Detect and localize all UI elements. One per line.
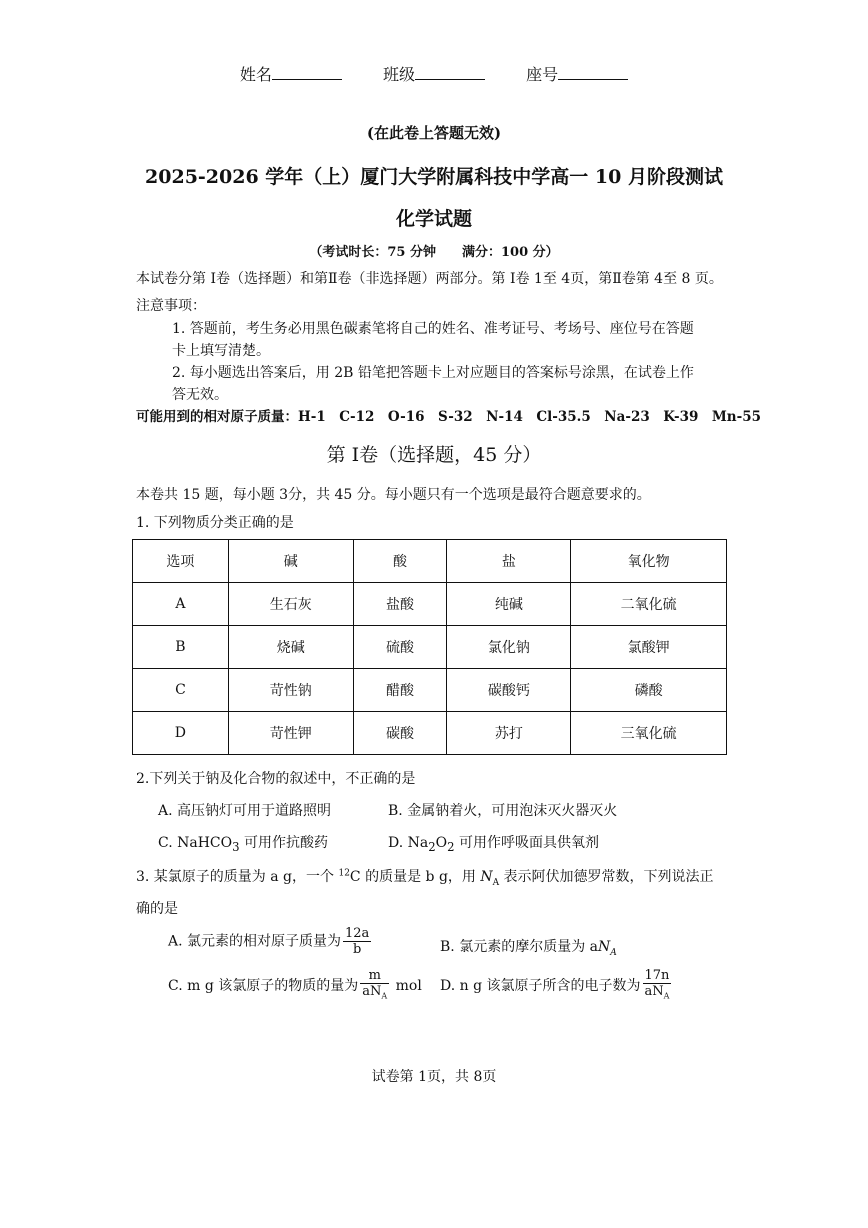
table-header: 酸 — [353, 540, 447, 583]
note-2-line-2: 答无效。 — [172, 387, 228, 403]
table-cell: 碳酸 — [353, 712, 447, 755]
q3-option-c: C. m g 该氯原子的物质的量为 $\frac{m}{aN_A}$ mol — [168, 968, 422, 1004]
table-header: 盐 — [447, 540, 571, 583]
table-cell: 苛性钠 — [228, 669, 353, 712]
table-cell: 碳酸钙 — [447, 669, 571, 712]
notes-heading: 注意事项： — [136, 298, 206, 314]
table-cell: 磷酸 — [571, 669, 727, 712]
table-cell: 氯化钠 — [447, 626, 571, 669]
class-field[interactable]: 班级 — [383, 62, 485, 85]
table-cell: 烧碱 — [228, 626, 353, 669]
table-row — [133, 626, 727, 669]
fraction: $\frac{12a}{b}$ — [345, 926, 370, 957]
exam-info: （考试时长：75 分钟 满分：100 分） — [309, 245, 559, 260]
fraction: $\frac{m}{aN_A}$ — [362, 968, 388, 1001]
subject-title: 化学试题 — [395, 208, 472, 230]
table-header: 选项 — [133, 540, 229, 583]
table-header: 氧化物 — [571, 540, 727, 583]
table-cell: 硫酸 — [353, 626, 447, 669]
q2-option-b: B. 金属钠着火，可用泡沫灭火器灭火 — [388, 803, 618, 819]
table-cell: 苛性钾 — [228, 712, 353, 755]
table-cell: 纯碱 — [447, 583, 571, 626]
q1-table — [132, 539, 727, 755]
table-cell: 二氧化硫 — [571, 583, 727, 626]
q3-stem-line-2: 确的是 — [136, 901, 178, 917]
section-1-title: 第 Ⅰ卷（选择题，45 分） — [326, 444, 542, 466]
table-cell: 生石灰 — [228, 583, 353, 626]
exam-title: 2025-2026 学年（上）厦门大学附属科技中学高一 10 月阶段测试 — [145, 166, 723, 188]
q3-stem: 3. 某氯原子的质量为 a g，一个 $^{12}$C 的质量是 b g，用 $N_A$ 表示阿伏加德罗常数，下列说法正 — [136, 868, 714, 888]
q2-option-c: C. NaHCO$_3$ 可用作抗酸药 — [158, 835, 328, 854]
seat-field[interactable]: 座号 — [526, 62, 628, 85]
intro-text: 本试卷分第 Ⅰ卷（选择题）和第Ⅱ卷（非选择题）两部分。第 Ⅰ卷 1至 4页，第Ⅱ卷第 4至 8 页。 — [136, 271, 723, 287]
table-row — [133, 669, 727, 712]
page-footer: 试卷第 1页，共 8页 — [371, 1069, 497, 1085]
table-cell: 醋酸 — [353, 669, 447, 712]
atomic-mass: 可能用到的相对原子质量：H-1 C-12 O-16 S-32 N-14 Cl-35.5 Na-23 K-39 Mn-55 — [136, 409, 762, 425]
table-cell: 氯酸钾 — [571, 626, 727, 669]
table-row — [133, 583, 727, 626]
table-header-row — [133, 540, 727, 583]
student-info-row — [0, 62, 868, 85]
table-cell: A — [133, 583, 229, 626]
fraction: $\frac{17n}{aN_A}$ — [644, 968, 670, 1001]
q1-stem: 1. 下列物质分类正确的是 — [136, 515, 294, 531]
q2-option-a: A. 高压钠灯可用于道路照明 — [158, 803, 332, 819]
table-cell: 盐酸 — [353, 583, 447, 626]
q2-stem: 2.下列关于钠及化合物的叙述中，不正确的是 — [136, 771, 416, 787]
note-2-line-1: 2. 每小题选出答案后，用 2B 铅笔把答题卡上对应题目的答案标号涂黑，在试卷上作 — [172, 365, 694, 381]
q3-option-d: D. n g 该氯原子所含的电子数为 $\frac{17n}{aN_A}$ — [440, 968, 673, 1004]
table-cell: D — [133, 712, 229, 755]
q2-option-d: D. $Na_2O_2$ 可用作呼吸面具供氧剂 — [388, 835, 600, 854]
table-cell: B — [133, 626, 229, 669]
name-field[interactable]: 姓名 — [240, 62, 342, 85]
section-1-desc: 本卷共 15 题，每小题 3分，共 45 分。每小题只有一个选项是最符合题意要求的。 — [136, 487, 651, 503]
note-1-line-2: 卡上填写清楚。 — [172, 343, 270, 359]
table-header: 碱 — [228, 540, 353, 583]
q3-option-b: B. 氯元素的摩尔质量为 $aN_A$ — [440, 939, 617, 958]
note-1-line-1: 1. 答题前，考生务必用黑色碳素笔将自己的姓名、准考证号、考场号、座位号在答题 — [172, 321, 694, 337]
table-cell: 苏打 — [447, 712, 571, 755]
q3-option-a: A. 氯元素的相对原子质量为 $\frac{12a}{b}$ — [168, 926, 370, 957]
invalid-notice: (在此卷上答题无效) — [366, 124, 502, 142]
table-row — [133, 712, 727, 755]
table-cell: 三氧化硫 — [571, 712, 727, 755]
table-cell: C — [133, 669, 229, 712]
